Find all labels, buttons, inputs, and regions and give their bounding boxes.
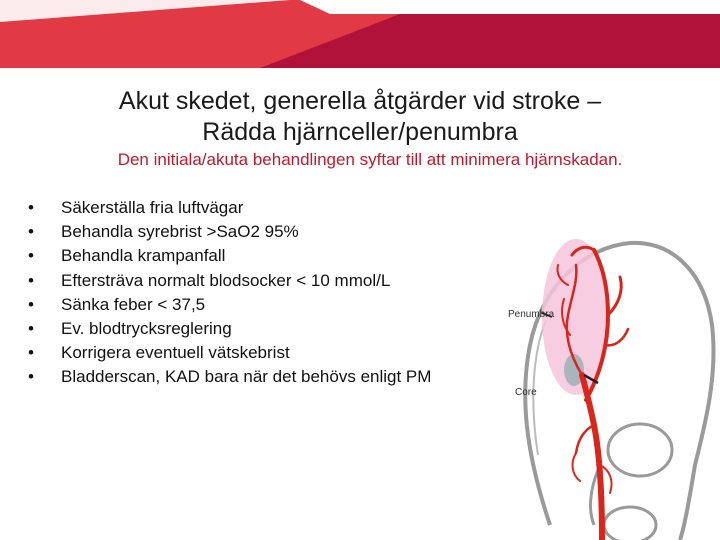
bullet-list — [28, 196, 431, 390]
bullet-item: • Ev. blodtrycksreglering — [28, 317, 431, 341]
nasal-line — [591, 470, 598, 525]
title-line-1: Akut skedet, generella åtgärder vid stroke – — [118, 87, 602, 115]
eye-socket — [608, 424, 672, 476]
brain-penumbra-illustration — [490, 225, 720, 540]
bullet-item: • Säkerställa fria luftvägar — [28, 196, 431, 220]
slide-subtitle: Den initiala/akuta behandlingen syftar till att minimera hjärnskadan. — [117, 150, 623, 169]
bullet-item: • Behandla krampanfall — [28, 244, 431, 268]
bullet-item: • Behandla syrebrist >SaO2 95% — [28, 220, 431, 244]
title-line-2: Rädda hjärnceller/penumbra — [202, 118, 518, 146]
slide-title — [60, 86, 660, 148]
bullet-item: • Sänka feber < 37,5 — [28, 293, 431, 317]
header-banner — [0, 0, 720, 68]
jaw-socket — [604, 507, 656, 540]
bullet-item: • Bladderscan, KAD bara när det behövs enligt PM — [28, 365, 431, 389]
bullet-item: • Korrigera eventuell vätskebrist — [28, 341, 431, 365]
bullet-item: • Eftersträva normalt blodsocker < 10 mmol/L — [28, 269, 431, 293]
label-penumbra: Penumbra — [508, 309, 555, 320]
label-core: Core — [515, 387, 537, 398]
